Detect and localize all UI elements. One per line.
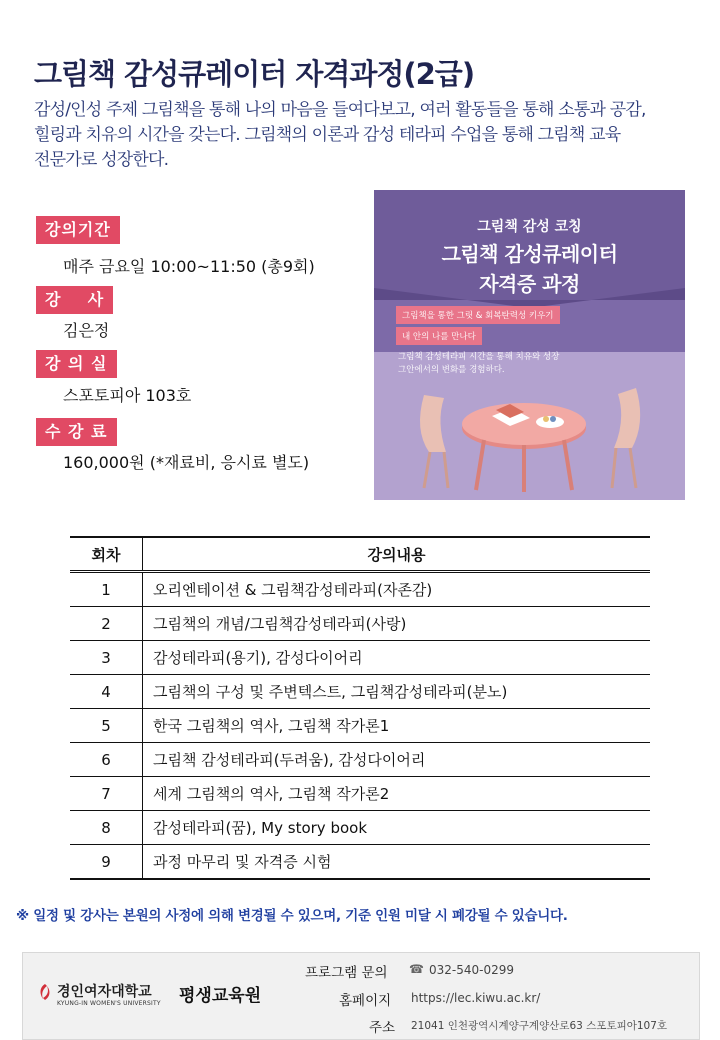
session-content: 세계 그림책의 역사, 그림책 작가론2	[143, 777, 651, 811]
university-english-name: KYUNG-IN WOMEN'S UNIVERSITY	[57, 1000, 161, 1007]
info-period	[36, 216, 315, 276]
table-row	[70, 675, 650, 709]
table-row	[70, 777, 650, 811]
session-content: 그림책의 구성 및 주변텍스트, 그림책감성테라피(분노)	[143, 675, 651, 709]
session-content: 그림책 감성테라피(두려움), 감성다이어리	[143, 743, 651, 777]
session-number: 1	[70, 572, 143, 607]
schedule-table	[70, 536, 650, 880]
session-content: 감성테라피(용기), 감성다이어리	[143, 641, 651, 675]
session-number: 7	[70, 777, 143, 811]
division-name: 평생교육원	[179, 986, 262, 1006]
session-number: 8	[70, 811, 143, 845]
phone-icon: ☎	[409, 962, 424, 976]
info-value: 스포토피아 103호	[63, 386, 192, 405]
table-row	[70, 607, 650, 641]
course-poster-image	[374, 190, 685, 500]
poster-title-line1: 그림책 감성큐레이터	[441, 242, 618, 266]
session-number: 9	[70, 845, 143, 880]
info-label: 강 의 실	[36, 350, 117, 378]
session-content: 감성테라피(꿈), My story book	[143, 811, 651, 845]
homepage-link[interactable]: https://lec.kiwu.ac.kr/	[411, 991, 541, 1005]
column-header-content: 강의내용	[143, 537, 651, 572]
poster-description: 그안에서의 변화를 경험하다.	[398, 365, 505, 375]
session-content: 한국 그림책의 역사, 그림책 작가론1	[143, 709, 651, 743]
notice-text: ※ 일정 및 강사는 본원의 사정에 의해 변경될 수 있으며, 기준 인원 미달 시 폐강될 수 있습니다.	[16, 908, 568, 924]
table-row	[70, 572, 650, 607]
info-instructor	[36, 286, 113, 340]
address-text: 21041 인천광역시계양구계양산로63 스포토피아107호	[411, 1020, 668, 1032]
university-name: 경인여자대학교	[57, 984, 152, 1000]
session-number: 4	[70, 675, 143, 709]
poster-description: 그림책 감성테라피 시간을 통해 치유와 성장	[398, 352, 560, 362]
poster-title-line2: 자격증 과정	[479, 272, 580, 296]
poster-subtitle: 그림책 감성 코칭	[477, 219, 582, 235]
info-label: 수 강 료	[36, 418, 117, 446]
phone-number: 032-540-0299	[429, 963, 515, 977]
info-value: 매주 금요일 10:00~11:50 (총9회)	[63, 257, 315, 276]
session-number: 5	[70, 709, 143, 743]
intro-text	[34, 98, 704, 173]
column-header-session: 회차	[70, 537, 143, 572]
poster-tag: 내 안의 나를 만나다	[396, 327, 482, 345]
poster-tag: 그림책을 통한 그릿 & 회복탄력성 키우기	[396, 306, 560, 324]
poster-illustration	[374, 190, 685, 500]
page-title: 그림책 감성큐레이터 자격과정(2급)	[34, 57, 475, 91]
homepage-label: 홈페이지	[339, 993, 392, 1009]
session-content: 과정 마무리 및 자격증 시험	[143, 845, 651, 880]
info-value: 160,000원 (*재료비, 응시료 별도)	[63, 453, 310, 472]
session-content: 오리엔테이션 & 그림책감성테라피(자존감)	[143, 572, 651, 607]
info-value: 김은정	[63, 321, 110, 340]
session-number: 6	[70, 743, 143, 777]
address-label: 주소	[369, 1020, 396, 1036]
table-row	[70, 641, 650, 675]
intro-line: 감성/인성 주제 그림책을 통해 나의 마음을 들여다보고, 여러 활동들을 통해 소통과 공감,	[34, 100, 646, 120]
table-header-row	[70, 537, 650, 572]
info-fee	[36, 418, 310, 472]
info-room	[36, 350, 192, 405]
table-row	[70, 845, 650, 880]
session-number: 3	[70, 641, 143, 675]
table-row	[70, 709, 650, 743]
info-label: 강의기간	[36, 216, 120, 244]
session-number: 2	[70, 607, 143, 641]
info-label: 강 사	[36, 286, 113, 314]
intro-line: 전문가로 성장한다.	[34, 150, 169, 170]
session-content: 그림책의 개념/그림책감성테라피(사랑)	[143, 607, 651, 641]
footer-contact-box	[22, 952, 700, 1040]
inquiry-label: 프로그램 문의	[305, 965, 388, 981]
table-row	[70, 811, 650, 845]
table-row	[70, 743, 650, 777]
intro-line: 힐링과 치유의 시간을 갖는다. 그림책의 이론과 감성 테라피 수업을 통해 그림책 교육	[34, 125, 621, 145]
university-logo-icon	[37, 983, 53, 1001]
